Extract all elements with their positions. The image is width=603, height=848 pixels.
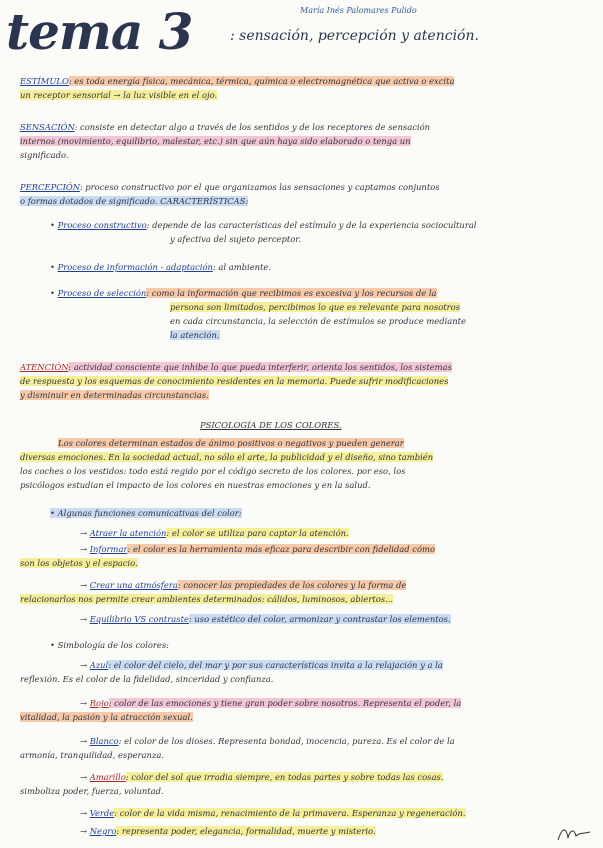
blanco-text-1: : el color de los dioses. Representa bondad, inocencia, pureza. Es el color de la bbox=[118, 736, 455, 746]
estimulo-term: ESTÍMULO bbox=[20, 76, 69, 86]
f3-term: Crear una atmósfera bbox=[89, 580, 178, 590]
funcion-4: → Equilibrio VS contraste: uso estético del color, armonizar y contrastar los elementos. bbox=[80, 614, 451, 624]
c1-def-2: y afectiva del sujeto perceptor. bbox=[170, 234, 302, 244]
sensacion-def-2: internos (movimiento, equilibrio, malestar, etc.) sin que aún haya sido elaborado o tenga un bbox=[20, 136, 411, 146]
page-subtitle: : sensación, percepción y atención. bbox=[230, 28, 479, 44]
percepcion-c2-line: • Proceso de información - adaptación: al ambiente. bbox=[50, 262, 272, 272]
percepcion-def-1: : proceso constructivo por el que organizamos las sensaciones y captamos conjuntos bbox=[79, 182, 440, 192]
c2-def: : al ambiente. bbox=[212, 262, 272, 272]
colores-p2 bbox=[20, 452, 433, 463]
estimulo-line-2 bbox=[20, 90, 217, 101]
simbolo-negro: → Negro: representa poder, elegancia, formalidad, muerte y misterio. bbox=[80, 826, 376, 836]
f3-text-2: relacionarlos nos permite crear ambientes determinados: cálidos, luminosos, abiertos... bbox=[20, 594, 394, 604]
c3-term: Proceso de selección bbox=[57, 288, 147, 298]
atencion-term: ATENCIÓN bbox=[20, 362, 69, 372]
percepcion-c1-line-2 bbox=[170, 234, 301, 245]
simbolo-blanco-line-1: → Blanco: el color de los dioses. Representa bondad, inocencia, pureza. Es el color de la bbox=[80, 736, 455, 746]
simbolo-azul-line-1: → Azul: el color del cielo, del mar y por sus características invita a la relajación y a la bbox=[80, 660, 443, 670]
percepcion-def-2: o formas dotados de significado. CARACTERÍSTICAS: bbox=[20, 196, 249, 206]
funcion-2-line-2 bbox=[20, 558, 138, 569]
simbolo-azul-line-2 bbox=[20, 674, 273, 685]
f3-text-1: : conocer las propiedades de los colores y la forma de bbox=[177, 580, 407, 590]
amarillo-text-1: : color del sol que irradia siempre, en todas partes y sobre todas las cosas. bbox=[125, 772, 444, 782]
estimulo-def-2: un receptor sensorial → la luz visible en el ojo. bbox=[20, 90, 218, 100]
c2-term: Proceso de información - adaptación bbox=[57, 262, 213, 272]
estimulo-def-1: : es toda energía física, mecánica, térmica, química o electromagnética que activa o excita bbox=[68, 76, 455, 86]
simbolo-verde: → Verde: color de la vida misma, renacimiento de la primavera. Esperanza y regeneración. bbox=[80, 808, 466, 818]
amarillo-text-2: simboliza poder, fuerza, voluntad. bbox=[20, 786, 164, 796]
rojo-text-1: : color de las emociones y tiene gran poder sobre nosotros. Representa el poder, la bbox=[108, 698, 462, 708]
percepcion-line-2 bbox=[20, 196, 248, 207]
azul-text-1: : el color del cielo, del mar y por sus características invita a la relajación y a la bbox=[108, 660, 443, 670]
percepcion-c3-line-2 bbox=[170, 302, 460, 313]
percepcion-line-1 bbox=[20, 182, 440, 193]
funciones-title bbox=[50, 508, 242, 519]
c3-def-2: persona son limitados, percibimos lo que es relevante para nosotros bbox=[170, 302, 461, 312]
f2-term: Informar bbox=[89, 544, 128, 554]
funcion-1: → Atraer la atención: el color se utiliza para captar la atención. bbox=[80, 528, 349, 538]
colores-p4-text: psicólogos estudian el impacto de los colores en nuestras emociones y en la salud. bbox=[20, 480, 371, 490]
sensacion-line-3 bbox=[20, 150, 69, 161]
blanco-term: Blanco bbox=[89, 736, 119, 746]
rojo-term: Rojo bbox=[89, 698, 109, 708]
colores-p1 bbox=[58, 438, 404, 449]
atencion-def-1: : actividad consciente que inhibe lo que pueda interferir, orienta los sentidos, los sistemas bbox=[68, 362, 452, 372]
c3-def-3: en cada circunstancia, la selección de estímulos se produce mediante bbox=[170, 316, 467, 326]
page-title: tema 3 bbox=[6, 2, 193, 61]
simbolo-blanco-line-2 bbox=[20, 750, 164, 761]
blanco-text-2: armonía, tranquilidad, esperanza. bbox=[20, 750, 164, 760]
amarillo-term: Amarillo bbox=[89, 772, 126, 782]
f2-text-1: : el color es la herramienta más eficaz para describir con fidelidad cómo bbox=[127, 544, 436, 554]
sensacion-def-1: : consiste en detectar algo a través de los sentidos y de los receptores de sensación bbox=[74, 122, 431, 132]
atencion-def-2: de respuesta y los esquemas de conocimiento residentes en la memoria. Puede sufrir modificaciones bbox=[20, 376, 449, 386]
sensacion-line-1 bbox=[20, 122, 430, 133]
funciones-title-text: • Algunas funciones comunicativas del color: bbox=[50, 508, 242, 518]
f1-text: : el color se utiliza para captar la atención. bbox=[166, 528, 349, 538]
sensacion-term: SENSACIÓN bbox=[20, 122, 75, 132]
atencion-line-3 bbox=[20, 390, 209, 401]
simbolo-rojo-line-2 bbox=[20, 712, 193, 723]
sensacion-line-2 bbox=[20, 136, 411, 147]
c3-def-1: : como la información que recibimos es excesiva y los recursos de la bbox=[146, 288, 437, 298]
simbolo-amarillo-line-1: → Amarillo: color del sol que irradia siempre, en todas partes y sobre todas las cosas. bbox=[80, 772, 444, 782]
f1-term: Atraer la atención bbox=[89, 528, 167, 538]
azul-term: Azul bbox=[89, 660, 109, 670]
percepcion-c3-line-3 bbox=[170, 316, 466, 327]
f4-term: Equilibrio VS contraste bbox=[89, 614, 189, 624]
colores-p3-text: los coches o los vestidos: todo está regido por el código secreto de los colores. por eso, los bbox=[20, 466, 406, 476]
atencion-def-3: y disminuir en determinadas circunstancias. bbox=[20, 390, 209, 400]
colores-p2-text: diversas emociones. En la sociedad actual, no sólo el arte, la publicidad y el diseño, sino también bbox=[20, 452, 434, 462]
negro-text: : representa poder, elegancia, formalidad, muerte y misterio. bbox=[116, 826, 376, 836]
percepcion-c3-line-1: • Proceso de selección: como la información que recibimos es excesiva y los recursos de la bbox=[50, 288, 437, 298]
c1-term: Proceso constructivo bbox=[57, 220, 147, 230]
colores-heading: PSICOLOGÍA DE LOS COLORES. bbox=[200, 420, 342, 430]
funcion-3-line-2 bbox=[20, 594, 393, 605]
simbologia-title-text: • Simbología de los colores: bbox=[50, 640, 169, 650]
c3-def-4: la atención. bbox=[170, 330, 220, 340]
c1-def-1: : depende de las características del estímulo y de la experiencia sociocultural bbox=[146, 220, 477, 230]
author-name: María Inés Palomares Pulido bbox=[300, 6, 417, 15]
colores-p4 bbox=[20, 480, 371, 491]
f2-text-2: son los objetos y el espacio. bbox=[20, 558, 138, 568]
atencion-line-1 bbox=[20, 362, 452, 373]
colores-p3 bbox=[20, 466, 405, 477]
sensacion-def-3: significado. bbox=[20, 150, 69, 160]
rojo-text-2: vitalidad, la pasión y la atracción sexual. bbox=[20, 712, 193, 722]
colores-p1-text: Los colores determinan estados de ánimo positivos o negativos y pueden generar bbox=[58, 438, 404, 448]
percepcion-c3-line-4 bbox=[170, 330, 220, 341]
azul-text-2: reflexión. Es el color de la fidelidad, sinceridad y confianza. bbox=[20, 674, 274, 684]
verde-text: : color de la vida misma, renacimiento de la primavera. Esperanza y regeneración. bbox=[114, 808, 466, 818]
funcion-3-line-1: → Crear una atmósfera: conocer las propiedades de los colores y la forma de bbox=[80, 580, 407, 590]
simbologia-title bbox=[50, 640, 169, 651]
percepcion-c1-line-1: • Proceso constructivo: depende de las características del estímulo y de la experiencia sociocultural bbox=[50, 220, 477, 230]
f4-text: : uso estético del color, armonizar y contrastar los elementos. bbox=[188, 614, 451, 624]
simbolo-amarillo-line-2 bbox=[20, 786, 164, 797]
negro-term: Negro bbox=[89, 826, 117, 836]
estimulo-line-1 bbox=[20, 76, 454, 87]
atencion-line-2 bbox=[20, 376, 448, 387]
signature-icon bbox=[556, 822, 592, 844]
funcion-2-line-1: → Informar: el color es la herramienta más eficaz para describir con fidelidad cómo bbox=[80, 544, 436, 554]
verde-term: Verde bbox=[89, 808, 115, 818]
percepcion-term: PERCEPCIÓN bbox=[20, 182, 80, 192]
simbolo-rojo-line-1: → Rojo: color de las emociones y tiene gran poder sobre nosotros. Representa el poder, la bbox=[80, 698, 462, 708]
